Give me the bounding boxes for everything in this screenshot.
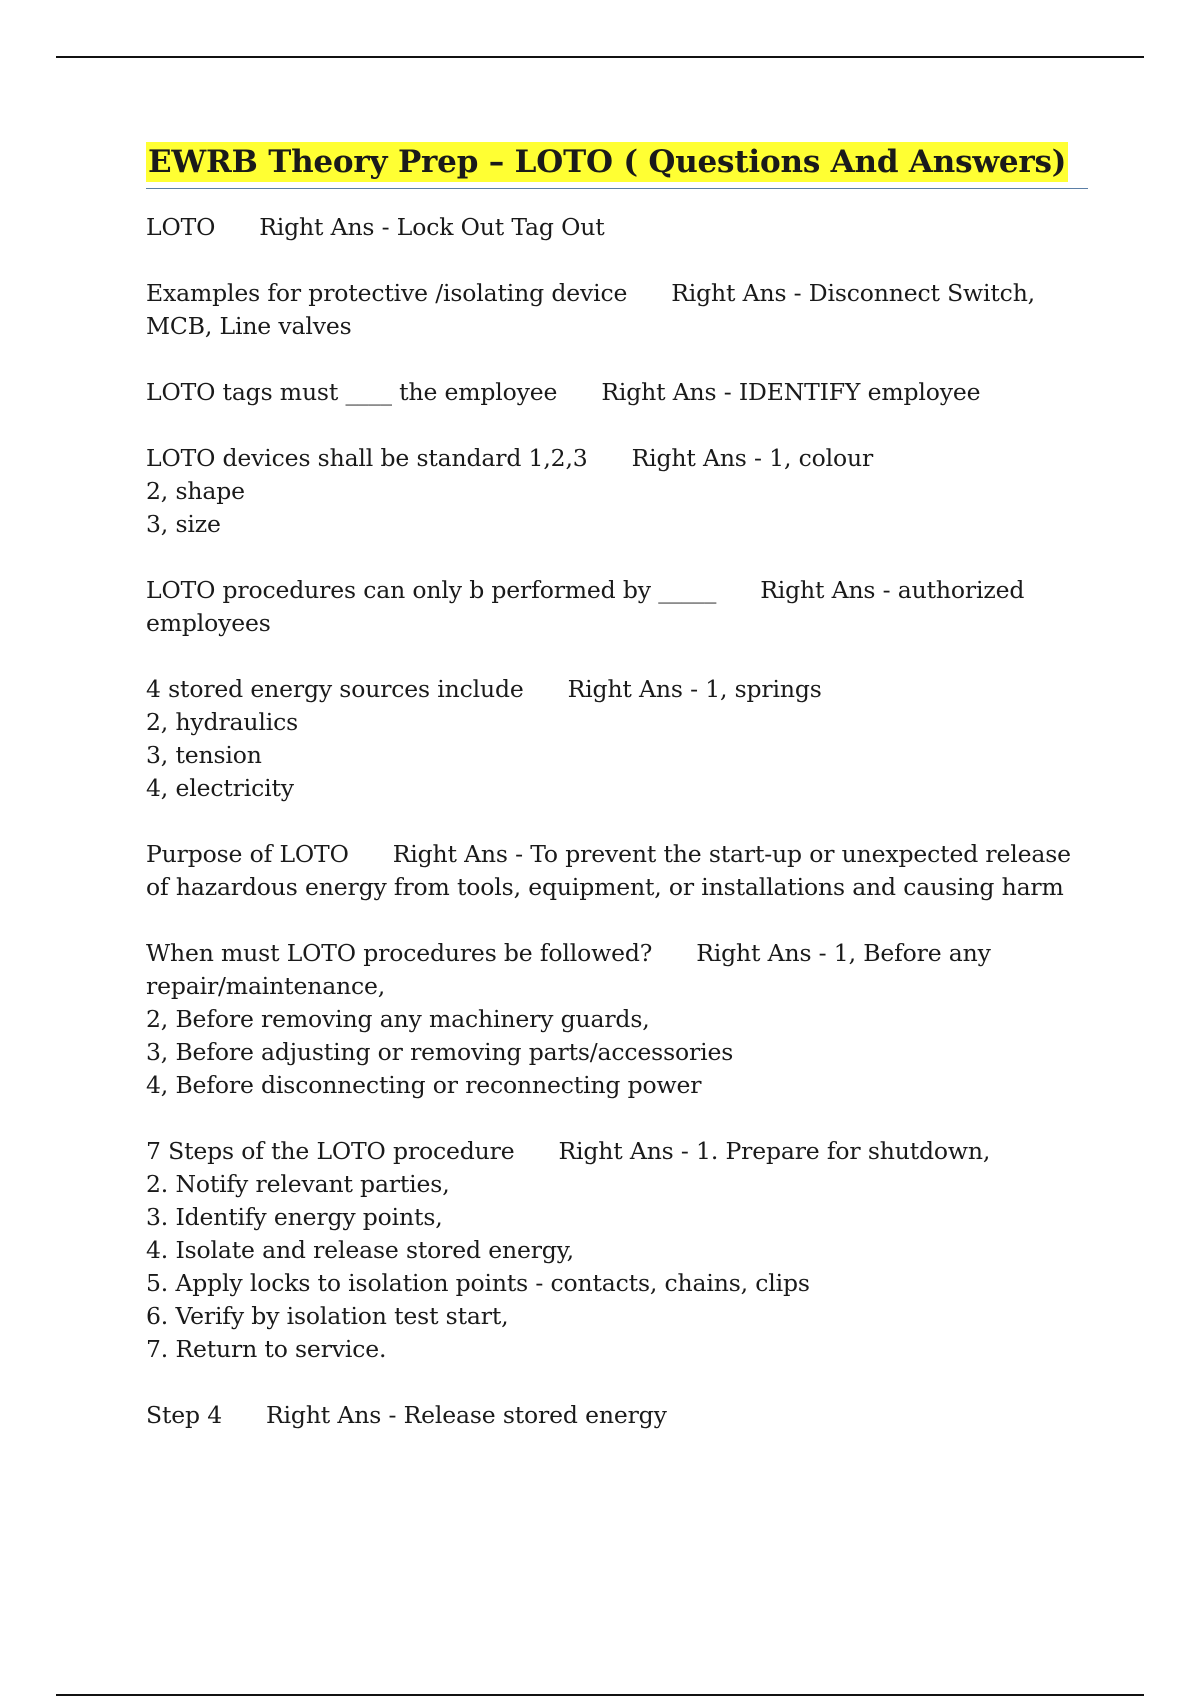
answer-continuation: 3, Before adjusting or removing parts/accessories — [146, 1038, 734, 1066]
question-text: LOTO — [146, 213, 216, 241]
answer-text: Right Ans - Disconnect Switch, — [671, 279, 1036, 307]
answer-continuation: 2, hydraulics — [146, 708, 299, 736]
question-text: LOTO devices shall be standard 1,2,3 — [146, 444, 588, 472]
page-top-rule — [56, 56, 1144, 58]
answer-continuation: 4, Before disconnecting or reconnecting power — [146, 1071, 702, 1099]
question-text: LOTO tags must ____ the employee — [146, 378, 558, 406]
qa-item — [146, 1399, 1088, 1432]
qa-item — [146, 574, 1088, 640]
question-text: Examples for protective /isolating device — [146, 279, 628, 307]
question-text: LOTO procedures can only b performed by _____ — [146, 576, 717, 604]
page-bottom-rule — [56, 1694, 1144, 1696]
qa-item — [146, 673, 1088, 805]
qa-item — [146, 211, 1088, 244]
answer-continuation: 4, electricity — [146, 774, 294, 802]
answer-text: Right Ans - 1, colour — [631, 444, 874, 472]
answer-continuation: 5. Apply locks to isolation points - contacts, chains, clips — [146, 1269, 810, 1297]
answer-continuation: 3, tension — [146, 741, 262, 769]
answer-continuation: MCB, Line valves — [146, 312, 352, 340]
answer-text: Right Ans - 1, springs — [567, 675, 822, 703]
answer-continuation: 2, Before removing any machinery guards, — [146, 1005, 650, 1033]
question-text: 7 Steps of the LOTO procedure — [146, 1137, 515, 1165]
answer-text: Right Ans - Lock Out Tag Out — [259, 213, 605, 241]
answer-text: Right Ans - Release stored energy — [266, 1401, 667, 1429]
answer-continuation: 7. Return to service. — [146, 1335, 387, 1363]
answer-continuation: employees — [146, 609, 271, 637]
answer-continuation: 3, size — [146, 510, 221, 538]
qa-item — [146, 442, 1088, 541]
qa-item — [146, 376, 1088, 409]
answer-continuation: of hazardous energy from tools, equipment, or installations and causing harm — [146, 873, 1064, 901]
answer-continuation: 6. Verify by isolation test start, — [146, 1302, 509, 1330]
answer-text: Right Ans - authorized — [760, 576, 1025, 604]
answer-continuation: repair/maintenance, — [146, 972, 386, 1000]
question-text: Purpose of LOTO — [146, 840, 349, 868]
question-text: Step 4 — [146, 1401, 223, 1429]
qa-item — [146, 277, 1088, 343]
question-text: When must LOTO procedures be followed? — [146, 939, 653, 967]
answer-continuation: 2. Notify relevant parties, — [146, 1170, 450, 1198]
answer-continuation: 3. Identify energy points, — [146, 1203, 443, 1231]
answer-continuation: 2, shape — [146, 477, 245, 505]
answer-text: Right Ans - 1. Prepare for shutdown, — [558, 1137, 991, 1165]
answer-text: Right Ans - To prevent the start-up or unexpected release — [392, 840, 1071, 868]
answer-continuation: 4. Isolate and release stored energy, — [146, 1236, 575, 1264]
document-body — [146, 142, 1088, 1465]
qa-item — [146, 838, 1088, 904]
answer-text: Right Ans - 1, Before any — [696, 939, 991, 967]
document-title: EWRB Theory Prep – LOTO ( Questions And Answers) — [148, 144, 1067, 180]
title-block — [146, 142, 1088, 189]
answer-text: Right Ans - IDENTIFY employee — [601, 378, 981, 406]
qa-item — [146, 937, 1088, 1102]
question-text: 4 stored energy sources include — [146, 675, 524, 703]
qa-item — [146, 1135, 1088, 1366]
